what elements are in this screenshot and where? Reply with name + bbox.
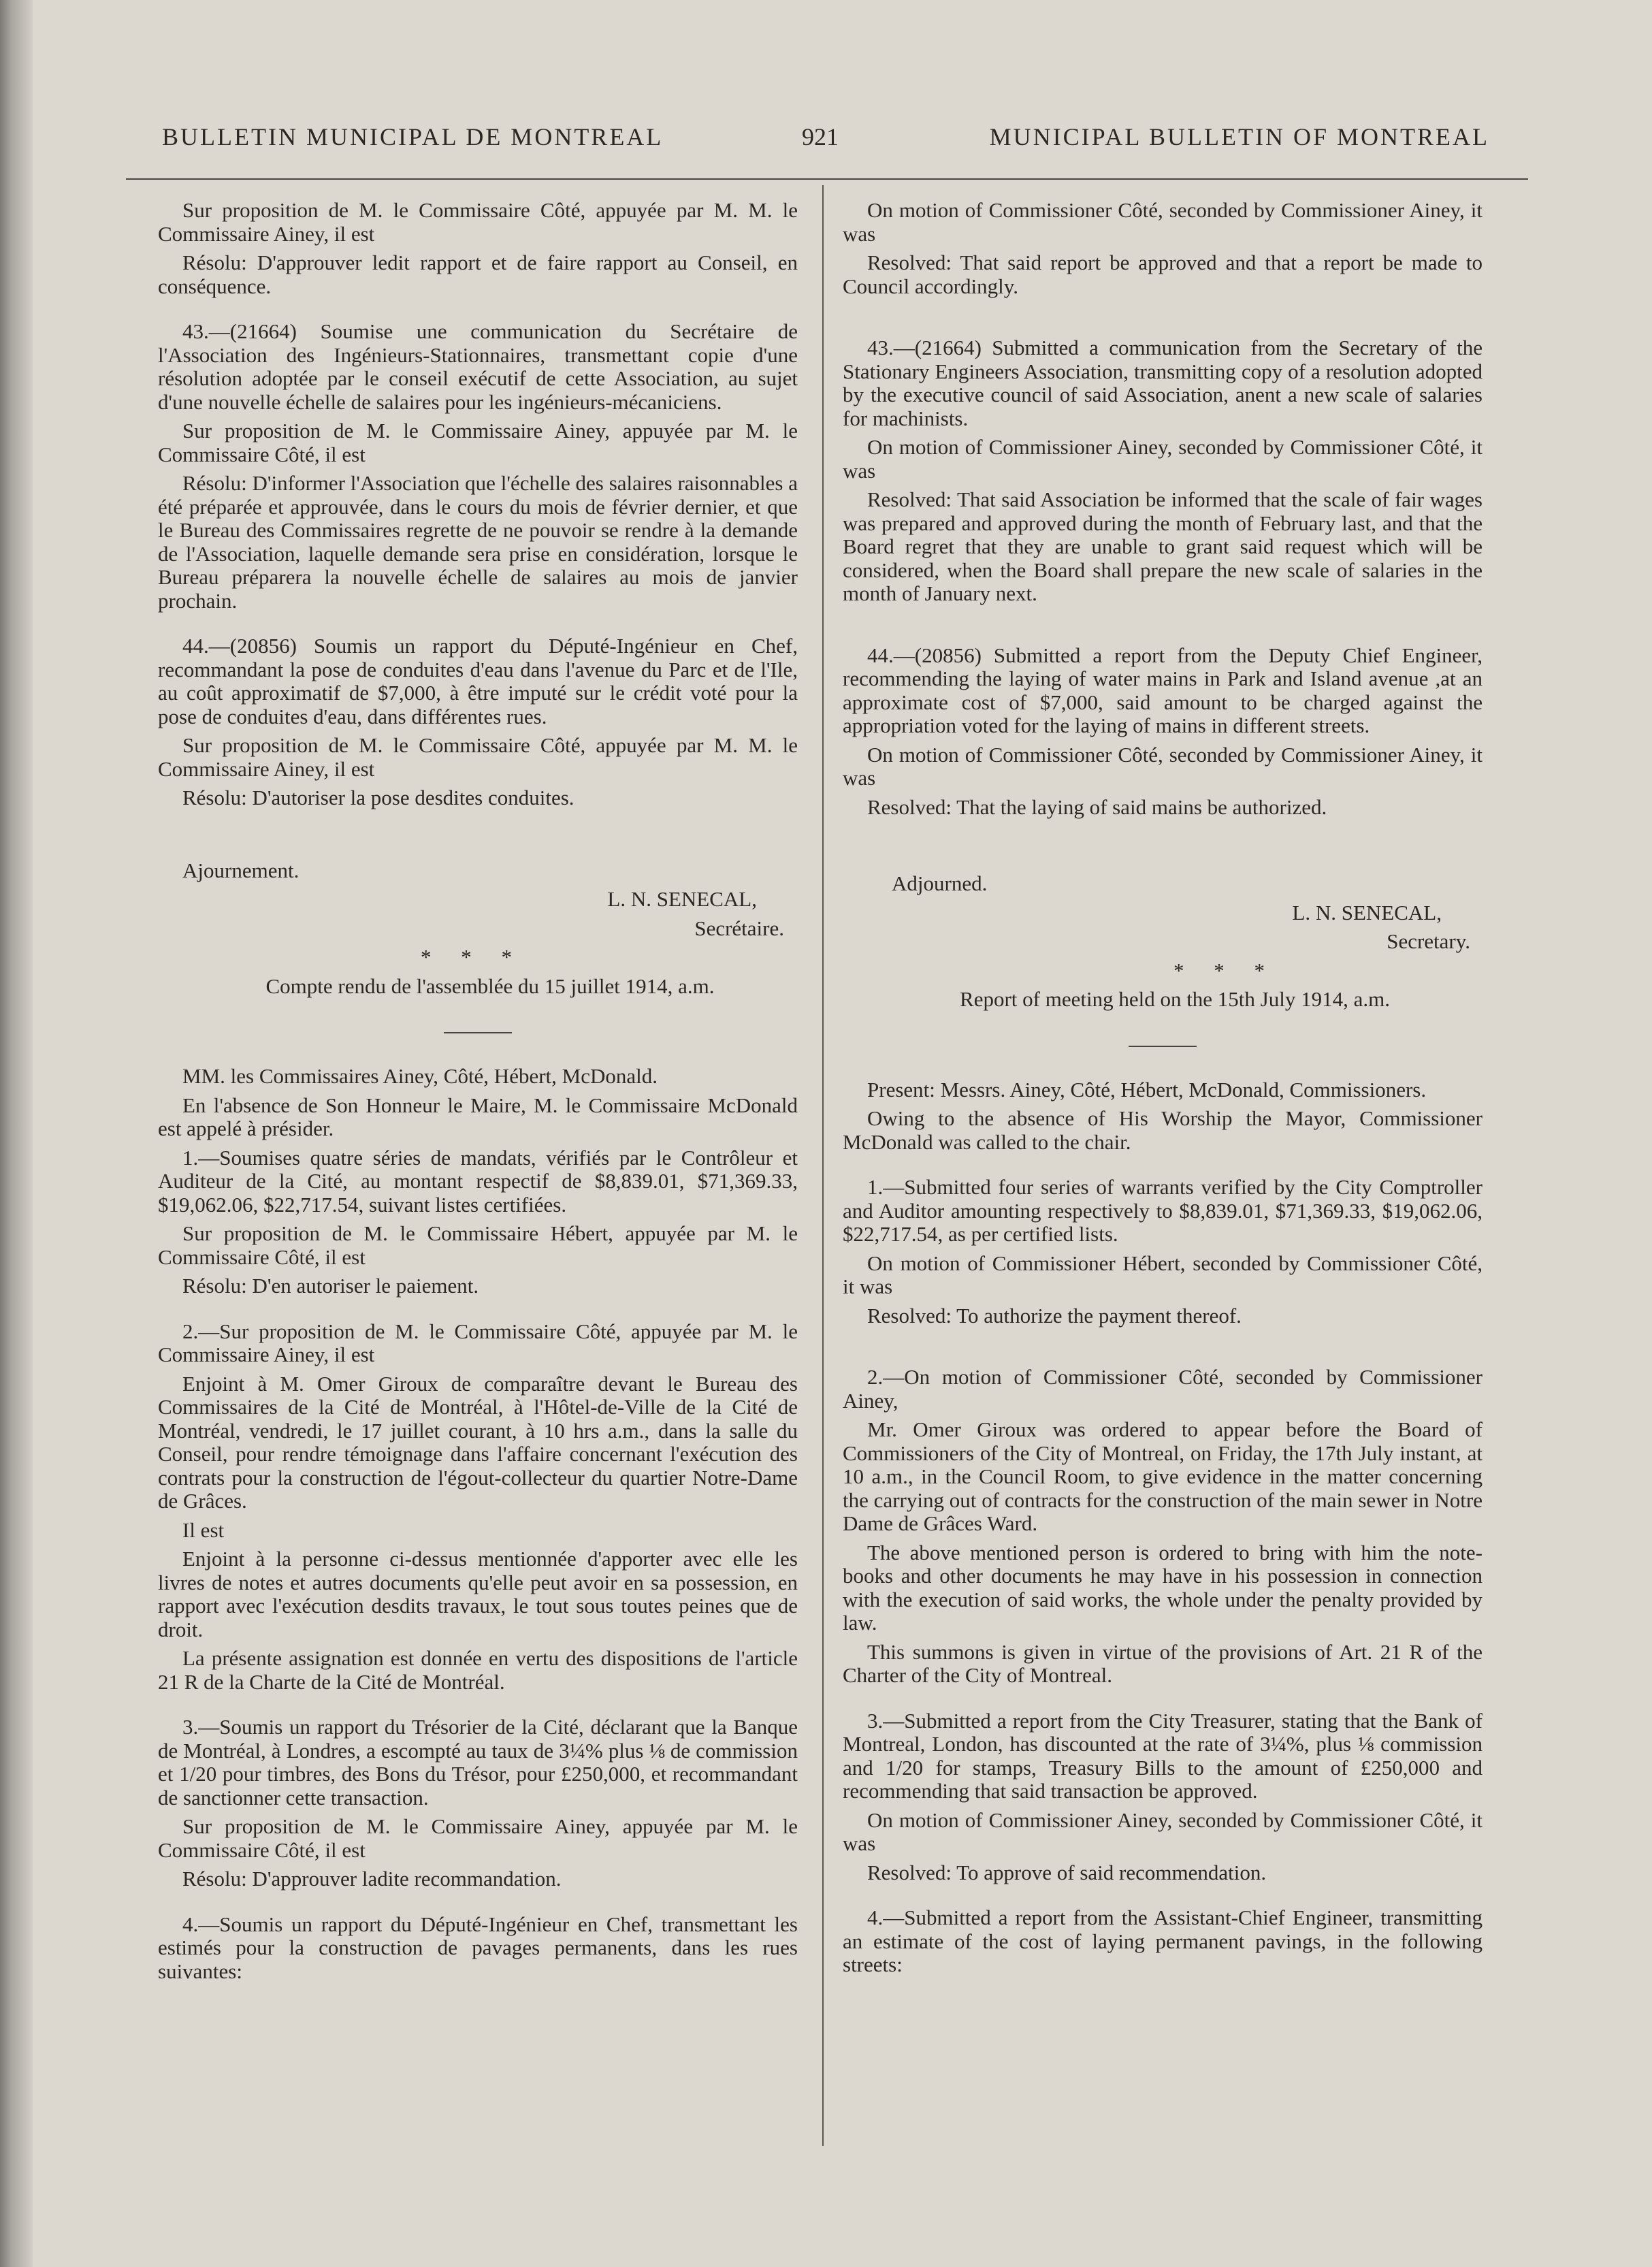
paragraph: Resolved: That said Association be informed that the scale of fair wages was prepared and approved during the month of February last, and that the Board regret that they are unable to grant said request which will be considered, when the Board shall prepare the new scale of salaries in the month of January next. (843, 487, 1483, 605)
page-binding-edge (0, 0, 33, 2267)
signature-title: Secretary. (1387, 929, 1470, 953)
paragraph: This summons is given in virtue of the provisions of Art. 21 R of the Charter of the City of Montreal. (843, 1639, 1483, 1687)
signature-title: Secrétaire. (694, 916, 784, 940)
paragraph: 43.—(21664) Submitted a communication from the Secretary of the Stationary Engineers Association, transmitting copy of a resolution adopted by the executive council of said Association, anent a new scale of salaries for machinists. (843, 336, 1483, 430)
paragraph: On motion of Commissioner Ainey, seconded by Commissioner Côté, it was (843, 435, 1483, 483)
page-number: 921 (802, 123, 839, 150)
paragraph: On motion of Commissioner Côté, seconded by Commissioner Ainey, it was (843, 742, 1483, 790)
paragraph: Résolu: D'autoriser la pose desdites conduites. (182, 786, 574, 809)
short-rule (444, 1032, 512, 1033)
paragraph: 3.—Submitted a report from the City Treasurer, stating that the Bank of Montreal, London, has discounted at the rate of 3¼%, plus ⅛ commission and 1/20 for stamps, Treasury Bills to the amount of £250,000 and recommending that said transaction be approved. (843, 1708, 1483, 1803)
header-rule (126, 178, 1528, 180)
paragraph: On motion of Commissioner Ainey, seconded by Commissioner Côté, it was (843, 1807, 1483, 1855)
paragraph: Owing to the absence of His Worship the Mayor, Commissioner McDonald was called to the chair. (843, 1106, 1483, 1154)
paragraph: 1.—Submitted four series of warrants verified by the City Comptroller and Auditor amounting respectively to $8,839.01, $71,369.33, $19,062.06, $22,717.54, as per certified lists. (843, 1175, 1483, 1246)
paragraph: Enjoint à M. Omer Giroux de comparaître devant le Bureau des Commissaires de la Cité de Montréal, à l'Hôtel-de-Ville de la Cité de Montréal, vendredi, le 17 juillet courant, à 10 hrs a.m., dans la salle du Conseil, pour rendre témoignage dans l'affaire concernant l'exécution des contrats pour la construction de l'égout-collecteur du quartier Notre-Dame de Grâces. (158, 1371, 798, 1513)
paragraph: Sur proposition de M. le Commissaire Côté, appuyée par M. M. le Commissaire Ainey, il est (158, 198, 798, 246)
paragraph: 3.—Soumis un rapport du Trésorier de la Cité, déclarant que la Banque de Montréal, à Londres, a escompté au taux de 3¼% plus ⅛ de commission et 1/20 pour timbres, des Bons du Trésor, pour £250,000, et recommandant de sanctionner cette transaction. (158, 1715, 798, 1810)
header-english-title: MUNICIPAL BULLETIN OF MONTREAL (989, 123, 1489, 150)
paragraph: Sur proposition de M. le Commissaire Hébert, appuyée par M. le Commissaire Côté, il est (158, 1221, 798, 1269)
paragraph: 4.—Submitted a report from the Assistant-Chief Engineer, transmitting an estimate of the cost of laying permanent pavings, in the following streets: (843, 1906, 1483, 1976)
section-separator-stars: * * * (421, 945, 524, 969)
french-column (158, 199, 798, 1989)
paragraph: La présente assignation est donnée en vertu des dispositions de l'article 21 R de la Charte de la Cité de Montréal. (158, 1646, 798, 1694)
header-french-title: BULLETIN MUNICIPAL DE MONTREAL (162, 123, 664, 150)
page-header (162, 123, 1489, 161)
paragraph: Sur proposition de M. le Commissaire Ainey, appuyée par M. le Commissaire Côté, il est (158, 1814, 798, 1862)
meeting-heading: Compte rendu de l'assemblée du 15 juillet 1914, a.m. (265, 974, 715, 998)
paragraph: 43.—(21664) Soumise une communication du Secrétaire de l'Association des Ingénieurs-Stationnaires, transmettant copie d'une résolution adoptée par le conseil exécutif de cette Association, au sujet d'une nouvelle échelle de salaires pour les ingénieurs-mécaniciens. (158, 319, 798, 414)
paragraph: Il est (182, 1517, 225, 1542)
paragraph: Resolved: That said report be approved and that a report be made to Council accordingly. (843, 251, 1483, 298)
paragraph: Résolu: D'en autoriser le paiement. (182, 1274, 479, 1298)
paragraph: 2.—Sur proposition de M. le Commissaire Côté, appuyée par M. le Commissaire Ainey, il est (158, 1319, 798, 1366)
paragraph: On motion of Commissioner Hébert, seconded by Commissioner Côté, it was (843, 1251, 1483, 1298)
meeting-heading: Report of meeting held on the 15th July 1914, a.m. (960, 987, 1390, 1011)
english-column (843, 199, 1483, 1982)
column-separator (822, 185, 824, 2146)
paragraph: 2.—On motion of Commissioner Côté, seconded by Commissioner Ainey, (843, 1365, 1483, 1413)
section-separator-stars: * * * (1173, 958, 1277, 982)
paragraph: Enjoint à la personne ci-dessus mentionnée d'apporter avec elle les livres de notes et autres documents qu'elle peut avoir en sa possession, en rapport avec l'exécution desdits travaux, le tout sous toutes peines que de droit. (158, 1547, 798, 1641)
adjournment: Adjourned. (892, 871, 988, 895)
paragraph: Résolu: D'approuver ladite recommandation. (182, 1867, 562, 1891)
paragraph: Resolved: To authorize the payment thereof. (867, 1303, 1242, 1328)
paragraph: 44.—(20856) Soumis un rapport du Député-Ingénieur en Chef, recommandant la pose de conduites d'eau dans l'avenue du Parc et de l'Ile, au coût approximatif de $7,000, à être imputé sur le crédit voté pour la pose de conduites d'eau, dans différentes rues. (158, 634, 798, 728)
paragraph: The above mentioned person is ordered to bring with him the note-books and other documents he may have in his possession in connection with the execution of said works, the whole under the penalty provided by law. (843, 1540, 1483, 1635)
paragraph: Résolu: D'approuver ledit rapport et de faire rapport au Conseil, en conséquence. (158, 251, 798, 298)
short-rule (1129, 1046, 1197, 1047)
paragraph: En l'absence de Son Honneur le Maire, M. le Commissaire McDonald est appelé à présider. (158, 1093, 798, 1140)
signature-name: L. N. SENECAL, (607, 887, 757, 911)
paragraph: Mr. Omer Giroux was ordered to appear before the Board of Commissioners of the City of Montreal, on Friday, the 17th July instant, at 10 a.m., in the Council Room, to give evidence in the matter concerning the carrying out of contracts for the construction of the main sewer in Notre Dame de Grâces Ward. (843, 1417, 1483, 1535)
paragraph: Résolu: D'informer l'Association que l'échelle des salaires raisonnables a été préparée et approuvée, dans le cours du mois de février dernier, et que le Bureau des Commissaires regrette de ne pouvoir se rendre à la demande de l'Association, laquelle demande sera prise en considération, lorsque le Bureau préparera la nouvelle échelle de salaires au mois de janvier prochain. (158, 471, 798, 613)
paragraph: 4.—Soumis un rapport du Député-Ingénieur en Chef, transmettant les estimés pour la construction de pavages permanents, dans les rues suivantes: (158, 1912, 798, 1983)
paragraph: 1.—Soumises quatre séries de mandats, vérifiés par le Contrôleur et Auditeur de la Cité, au montant respectif de $8,839.01, $71,369.33, $19,062.06, $22,717.54, suivant listes certifiées. (158, 1145, 798, 1217)
paragraph: Resolved: To approve of said recommendation. (867, 1860, 1267, 1884)
paragraph: Resolved: That the laying of said mains be authorized. (867, 794, 1327, 819)
paragraph: Sur proposition de M. le Commissaire Ainey, appuyée par M. le Commissaire Côté, il est (158, 419, 798, 466)
signature-name: L. N. SENECAL, (1292, 900, 1442, 925)
adjournment: Ajournement. (182, 858, 299, 882)
paragraph: Present: Messrs. Ainey, Côté, Hébert, McDonald, Commissioners. (867, 1077, 1427, 1102)
paragraph: MM. les Commissaires Ainey, Côté, Hébert, McDonald. (182, 1064, 658, 1088)
paragraph: 44.—(20856) Submitted a report from the Deputy Chief Engineer, recommending the laying of water mains in Park and Island avenue ,at an approximate cost of $7,000, said amount to be charged against the appropriation voted for the laying of mains in different streets. (843, 643, 1483, 737)
paragraph: Sur proposition de M. le Commissaire Côté, appuyée par M. M. le Commissaire Ainey, il est (158, 733, 798, 781)
paragraph: On motion of Commissioner Côté, seconded by Commissioner Ainey, it was (843, 198, 1483, 246)
